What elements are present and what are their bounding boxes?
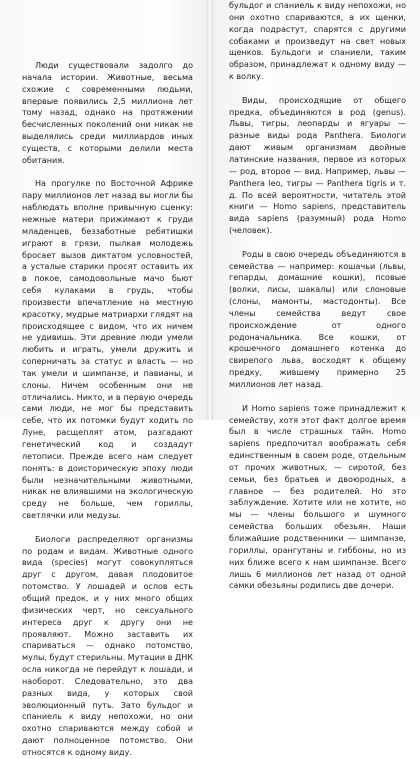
paragraph: И Homo sapiens тоже принадлежит к семейству, хотя этот факт долгое время был в числе страшных тайн. Homo sapiens предпочитал воображать себя единственным в своем роде, отдельным от прочих животных, — сиротой, без семьи, без братьев и двоюродных, а главное — без родителей. Но это заблуждение. Хотите или не хотите, но мы — члены большого и шумного семейства больших обезьян. Наши ближайшие родственники — шимпанзе, гориллы, орангутаны и гиббоны, но из них ближе всего к нам шимпанзе. Всего лишь 6 миллионов лет назад от одной самки обезьяны родились две дочери. — [229, 403, 406, 591]
right-page — [212, 0, 420, 591]
paragraph-continuation: бульдог и спаниель к виду непохожи, но они охотно спариваются, а их щенки, когда подрастут, спарятся с другими собаками и произведут на свет новых щенков. Бульдоги и спаниели, таким образом, принадлежат к одному виду — к волку. — [229, 1, 406, 82]
paragraph: Роды в свою очередь объединяются в семейства — например: кошачьи (львы, гепарды, домашние кошки), псовые (волки, лисы, шакалы) или слоновые (слоны, мамонты, мастодонты). Все члены семейства ведут свое происхождение от одного родоначальника. Все кошки, от крошечного домашнего котенка до свирепого льва, восходят к общему предку, жившему примерно 25 миллионов лет назад. — [229, 249, 406, 389]
paragraph: Люди существовали задолго до начала истории. Животные, весьма схожие с современными людьми, впервые появились 2,5 миллиона лет тому назад, однако на протяжении бесчисленных поколений они никак не выделялись среди миллиардов иных существ, с которыми делили места обитания. — [22, 61, 193, 165]
paragraph: Биологи распределяют организмы по родам и видам. Животные одного вида (species) могут совокупляться друг с другом, давая плодовитое потомство. У лошадей и ослов есть общий предок, и у них много общих физических черт, но сексуального интереса друг к другу они не проявляют. Можно заставить их спариваться — однако потомство, мулы, будут стерильны. Мутации в ДНК осла никогда не перейдут к лошади, и наоборот. Следовательно, это два разных вида, у которых свой эволюционный путь. Зато бульдог и спаниель к виду непохожи, но они охотно спариваются между собой и дают полноценное потомство. Они относятся к одному виду. — [22, 534, 193, 757]
paragraph: На прогулке по Восточной Африке пару миллионов лет назад вы могли бы наблюдать вполне привычную сценку: нежные матери прижимают к груди младенцев, беззаботные ребятишки играют в грязи, пылкая молодежь бросает вызов диктатом условностей, а усталые старики просят оставить их в покое, самодовольные мачо бьют себя кулаками в грудь, чтобы произвести впечатление на местную красотку, мудрые матриархи глядят на происходящее с видом, что их ничем не удивишь. Эти древние люди умели любить и играть, умели дружить и соперничать за статус и власть — но так умели и шимпанзе, и павианы, и слоны. Ничем особенным они не отличались. Никто, и в первую очередь сами люди, не мог бы представить себе, что их потомки будут ходить по Луне, расщеплят атом, разгадают генетический код и создадут летописи. Прежде всего нам следует понять: в доисторическую эпоху люди были незначительными животными, никак не влиявшими на экологическую среду не больше, чем гориллы, светлячки или медузы. — [22, 179, 193, 521]
left-page — [0, 0, 208, 757]
paragraph: Виды, происходящие от общего предка, объединяются в род (genus). Львы, тигры, леопарды и ягуары — разные виды рода Panthera. Биологи дают живым организмам двойные латинские названия, первое из которых — род, второе — вид. Например, львы — Panthera leo, тигры — Panthera tigris и т. д. По всей вероятности, читатель этой книги — Homo sapiens, представитель вида sapiens (разумный) рода Homo (человек). — [229, 95, 406, 236]
